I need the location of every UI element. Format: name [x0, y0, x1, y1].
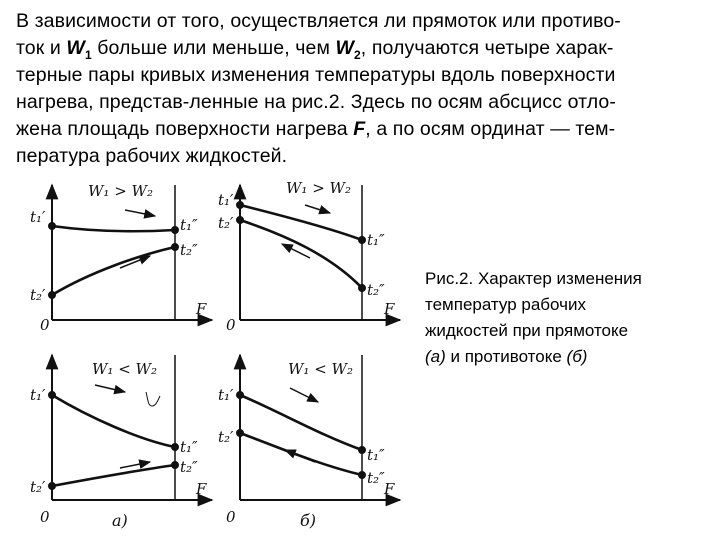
hot-flow-arrow [305, 205, 330, 213]
cold-fluid-curve [52, 465, 175, 486]
point-t2-end [359, 472, 366, 479]
hot-flow-arrow [95, 385, 125, 392]
handwritten-tick-mark [146, 392, 160, 406]
point-t1-end [172, 444, 179, 451]
hot-fluid-curve [240, 205, 362, 240]
panel-top-right [237, 185, 401, 320]
paragraph-line-2: ток и $W_1$ больше или меньше, чем $W_2$, получаются четыре харак- [16, 37, 614, 62]
origin-label: 0 [226, 316, 236, 334]
label-t2-dprime: t₂″ [367, 469, 385, 487]
point-t1-start [237, 392, 244, 399]
caption-line-2: температур рабочих [425, 295, 586, 314]
sublabel-b: б) [300, 511, 317, 530]
label-t2-prime: t₂′ [30, 286, 46, 304]
point-t2-start [237, 430, 244, 437]
label-t1-dprime: t₁″ [367, 231, 385, 249]
point-t2-start [49, 292, 56, 299]
point-t2-start [237, 217, 244, 224]
condition-label: W₁ > W₂ [286, 179, 351, 197]
axis-label-f: F [384, 480, 395, 498]
cold-fluid-curve [240, 433, 362, 475]
paragraph-line-5: жена площадь поверхности нагрева F, а по осям ординат — тем- [16, 118, 616, 140]
caption-line-4: (а) и противотоке (б) [425, 347, 588, 366]
cold-flow-arrow [285, 450, 315, 462]
hot-fluid-curve [240, 395, 362, 450]
sublabel-a: а) [112, 511, 128, 530]
label-t2-prime: t₂′ [218, 428, 234, 446]
point-t1-start [49, 392, 56, 399]
point-t1-end [359, 237, 366, 244]
condition-label: W₁ < W₂ [288, 360, 353, 378]
axis-label-f: F [196, 480, 207, 498]
figure-caption [425, 266, 705, 370]
point-t1-start [237, 202, 244, 209]
point-t2-end [359, 285, 366, 292]
origin-label: 0 [226, 508, 236, 526]
hot-flow-arrow [125, 210, 155, 216]
label-t2-dprime: t₂″ [367, 281, 385, 299]
label-t1-prime: t₁′ [30, 386, 46, 404]
hot-flow-arrow [290, 388, 318, 402]
point-t1-end [172, 227, 179, 234]
cold-flow-arrow [120, 462, 150, 468]
axis-label-f: F [384, 300, 395, 318]
paragraph-line-3: терные пары кривых изменения температуры вдоль поверхности [16, 64, 616, 86]
label-t1-dprime: t₁″ [180, 216, 198, 234]
origin-label: 0 [40, 508, 50, 526]
label-t1-prime: t₁′ [30, 208, 46, 226]
point-t2-end [172, 244, 179, 251]
caption-line-1: Рис.2. Характер изменения [425, 269, 642, 288]
paragraph-line-1: В зависимости от того, осуществляется ли прямоток или противо- [16, 10, 621, 32]
label-t1-prime: t₁′ [218, 386, 234, 404]
label-t2-dprime: t₂″ [180, 458, 198, 476]
paragraph-line-6: пература рабочих жидкостей. [16, 145, 288, 167]
condition-label: W₁ < W₂ [92, 360, 157, 378]
label-t2-prime: t₂′ [218, 214, 234, 232]
label-t2-dprime: t₂″ [180, 241, 198, 259]
hot-fluid-curve [52, 226, 175, 231]
condition-label: W₁ > W₂ [88, 182, 153, 200]
label-t1-prime: t₁′ [218, 191, 234, 209]
paragraph-line-4: нагрева, представ-ленные на рис.2. Здесь по осям абсцисс отло- [16, 91, 616, 113]
point-t2-start [49, 483, 56, 490]
label-t1-dprime: t₁″ [180, 438, 198, 456]
point-t1-end [359, 447, 366, 454]
label-t2-prime: t₂′ [30, 478, 46, 496]
cold-fluid-curve [52, 247, 175, 295]
point-t1-start [49, 223, 56, 230]
point-t2-end [172, 462, 179, 469]
axis-label-f: F [196, 300, 207, 318]
origin-label: 0 [40, 316, 50, 334]
caption-line-3: жидкостей при прямотоке [425, 321, 629, 340]
label-t1-dprime: t₁″ [367, 446, 385, 464]
